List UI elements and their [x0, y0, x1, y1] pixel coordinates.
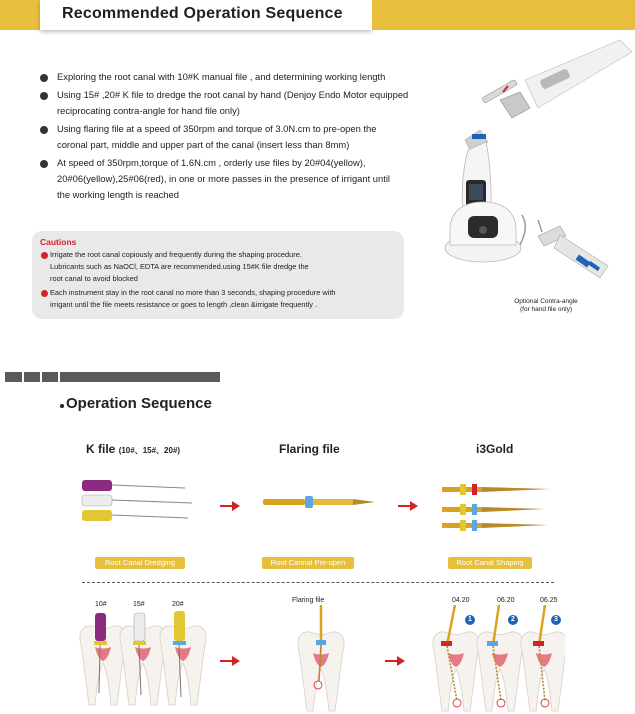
badge-root-canal-shaping: Root Canal Shaping [448, 557, 532, 569]
caution-1-line-1: Irrigate the root canal copiously and frequently during the shaping procedure. [50, 250, 302, 259]
bar-separator [40, 372, 42, 382]
bar-separator [58, 372, 60, 382]
cautions-title: Cautions [40, 237, 77, 247]
header-accent-right [372, 0, 635, 30]
step-2-line-2: reciprocating contra-angle for hand file only) [57, 105, 240, 116]
i3gold-size-3: 06.25 [540, 597, 558, 604]
step-3 [57, 121, 427, 153]
stage-kfile-name: K file [86, 442, 116, 456]
tooth-kfile-10-icon [80, 613, 126, 705]
teeth-row-illustration [75, 605, 565, 714]
caution-bullet-icon [41, 252, 48, 259]
step-4-line-1: At speed of 350rpm,torque of 1.6N.cm , orderly use files by 20#04(yellow), [57, 157, 366, 168]
flaring-file-label: Flaring file [292, 597, 325, 604]
dashed-divider [82, 582, 554, 583]
kfile-size-15: 15# [133, 601, 145, 608]
step-number-2: 2 [508, 615, 518, 625]
page-title: Recommended Operation Sequence [62, 5, 343, 22]
bullet-icon [40, 74, 48, 82]
caution-2-line-1: Each instrument stay in the root canal no more than 3 seconds, shaping procedure with [50, 288, 336, 297]
tooth-i3gold-2-icon [477, 605, 523, 711]
step-1 [57, 69, 427, 85]
tooth-flaring-icon [298, 605, 344, 711]
step-1-line-1: Exploring the root canal with 10#K manual file , and determining working length [57, 71, 386, 82]
product-caption [505, 298, 587, 314]
flaring-file-icon [263, 496, 375, 508]
caution-1-line-2: Lubricants such as NaOCl, EDTA are recommended.using 15#K file dredge the [50, 262, 309, 271]
tooth-i3gold-3-icon [521, 605, 565, 711]
step-4-line-2: 20#06(yellow),25#06(red), in one or more passes in the presence of irrigant until [57, 173, 390, 184]
stage-flaring-heading: Flaring file [279, 442, 340, 456]
tooth-i3gold-1-icon [433, 605, 479, 711]
step-3-line-2: coronal part, middle and upper part of the canal (insert less than 8mm) [57, 139, 350, 150]
product-caption-line-1: Optional Contra-angle [514, 298, 578, 305]
operation-title: Operation Sequence [66, 395, 212, 412]
step-3-line-1: Using flaring file at a speed of 350rpm and torque of 3.0N.cm to pre-open the [57, 123, 377, 134]
stage-i3gold-heading: i3Gold [476, 442, 514, 456]
step-2 [57, 87, 427, 119]
section-divider-bar [5, 372, 220, 382]
product-caption-line-2: (for hand file only) [519, 306, 573, 313]
step-number-3: 3 [551, 615, 561, 625]
bullet-icon [40, 92, 48, 100]
bar-separator [22, 372, 24, 382]
stage-kfile-sizes: (10#、15#、20#) [118, 446, 181, 455]
kfile-size-20: 20# [172, 601, 184, 608]
i3gold-size-2: 06.20 [497, 597, 515, 604]
caution-bullet-icon [41, 290, 48, 297]
tooth-kfile-15-icon [120, 613, 166, 705]
caution-2-line-2: irrigant until the file meets resistance or goes to length ,clean &irrigate frequently . [50, 300, 318, 309]
endo-motor-illustration [420, 30, 635, 300]
step-number-1: 1 [465, 615, 475, 625]
step-2-line-1: Using 15# ,20# K file to dredge the root canal by hand (Denjoy Endo Motor equipped [57, 89, 409, 100]
step-4 [57, 155, 427, 203]
header-accent-left [0, 0, 40, 30]
stage-kfile-heading [86, 442, 180, 456]
kfile-size-10: 10# [95, 601, 107, 608]
files-row-illustration [80, 470, 560, 550]
kfile-set-icon [82, 480, 192, 521]
step-4-line-3: the working length is reached [57, 189, 179, 200]
bullet-icon [40, 126, 48, 134]
section-bullet-icon [60, 404, 64, 408]
tooth-kfile-20-icon [160, 611, 206, 705]
caution-item-1 [50, 249, 400, 285]
badge-root-canal-preopen: Root Cannal Pre-open [262, 557, 354, 569]
caution-item-2 [50, 287, 400, 311]
caution-1-line-3: root canal to avoid blocked [50, 274, 138, 283]
badge-root-canal-dredging: Root Canal Dredging [95, 557, 185, 569]
i3gold-size-1: 04.20 [452, 597, 470, 604]
i3gold-files-icon [442, 484, 550, 531]
bullet-icon [40, 160, 48, 168]
